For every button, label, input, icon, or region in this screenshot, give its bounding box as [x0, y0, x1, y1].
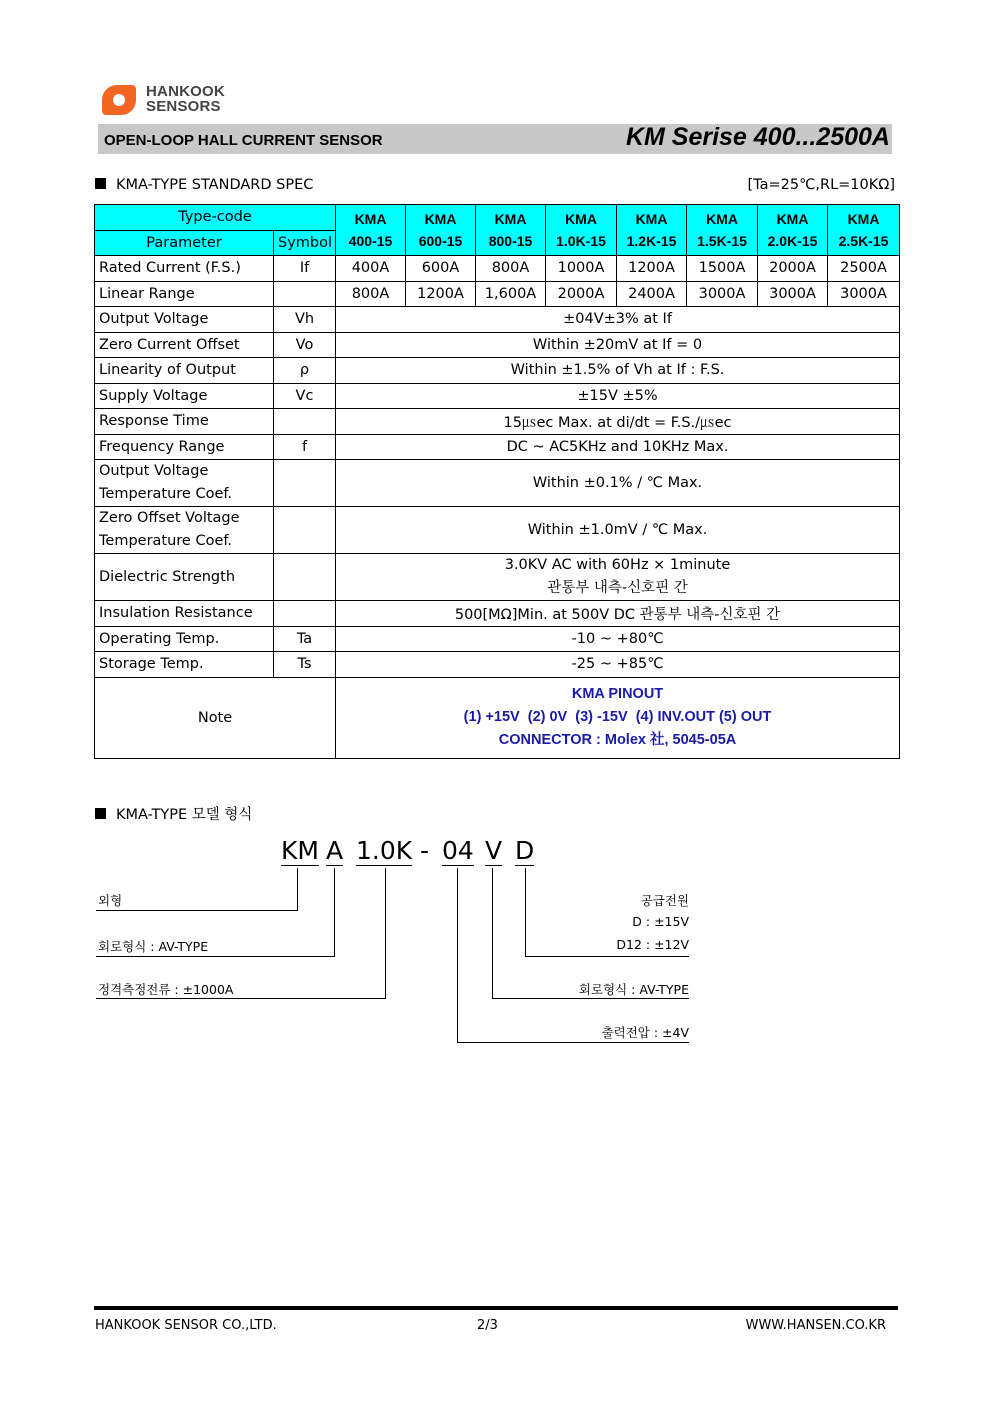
- table-row: [95, 601, 900, 627]
- connector-line: [525, 868, 526, 956]
- table-row: [95, 358, 900, 384]
- param-cell: Zero Current Offset: [95, 332, 274, 358]
- table-row: [95, 409, 900, 435]
- type-code-header: Type-code: [95, 205, 336, 231]
- symbol-cell: Vc: [274, 383, 336, 409]
- value-cell: Within ±1.5% of Vh at If : F.S.: [336, 358, 900, 384]
- code-part-km: KM: [281, 836, 319, 865]
- model-section-heading: [95, 803, 252, 824]
- value-cell: 2000A: [758, 256, 828, 282]
- square-bullet-icon: [95, 178, 106, 189]
- label-supply-d: D : ±15V: [632, 914, 689, 929]
- param-cell: Insulation Resistance: [95, 601, 274, 627]
- code-part-current: 1.0K: [356, 836, 413, 865]
- symbol-cell: [274, 554, 336, 601]
- note-line-3: CONNECTOR : Molex 社, 5045-05A: [498, 732, 737, 748]
- table-row: [95, 652, 900, 678]
- label-rated-current: 정격측정전류 : ±1000A: [98, 982, 234, 997]
- value-cell: 3000A: [758, 281, 828, 307]
- note-label: Note: [95, 677, 336, 758]
- param-cell: Output Voltage Temperature Coef.: [95, 460, 274, 507]
- connector-line: [96, 910, 298, 911]
- value-cell: ±15V ±5%: [336, 383, 900, 409]
- model-header: KMA 2.0K-15: [758, 205, 828, 256]
- value-cell: 3.0KV AC with 60Hz × 1minute 관통부 내측-신호핀 간: [336, 554, 900, 601]
- value-cell: 2500A: [828, 256, 900, 282]
- note-row: [95, 677, 900, 758]
- param-cell: Output Voltage: [95, 307, 274, 333]
- spec-table: [94, 204, 900, 759]
- symbol-cell: [274, 409, 336, 435]
- label-circuit-2: 회로형식 : AV-TYPE: [578, 982, 689, 997]
- code-part-a: A: [326, 836, 344, 865]
- connector-line: [525, 956, 689, 957]
- value-cell: Within ±20mV at If = 0: [336, 332, 900, 358]
- document-subtitle: OPEN-LOOP HALL CURRENT SENSOR: [104, 132, 383, 149]
- value-cell: -10 ~ +80℃: [336, 626, 900, 652]
- model-header: KMA 2.5K-15: [828, 205, 900, 256]
- value-cell: DC ~ AC5KHz and 10KHz Max.: [336, 434, 900, 460]
- param-cell: Response Time: [95, 409, 274, 435]
- table-row: [95, 256, 900, 282]
- symbol-cell: If: [274, 256, 336, 282]
- value-cell: 800A: [336, 281, 406, 307]
- table-row: [95, 281, 900, 307]
- test-conditions: [Ta=25℃,RL=10KΩ]: [747, 177, 895, 193]
- symbol-cell: [274, 507, 336, 554]
- value-cell: 1000A: [546, 256, 617, 282]
- footer-rule: [94, 1306, 898, 1310]
- connector-line: [297, 868, 298, 910]
- note-line-2: (1) +15V (2) 0V (3) -15V (4) INV.OUT (5) OUT: [463, 709, 772, 725]
- param-cell: Dielectric Strength: [95, 554, 274, 601]
- value-cell: Within ±1.0mV / ℃ Max.: [336, 507, 900, 554]
- title-bar: [98, 124, 892, 154]
- series-title: KM Serise 400...2500A: [625, 123, 890, 151]
- value-cell: 1200A: [406, 281, 476, 307]
- param-cell: Rated Current (F.S.): [95, 256, 274, 282]
- spec-section-heading: [95, 177, 313, 193]
- label-circuit: 회로형식 : AV-TYPE: [98, 939, 209, 954]
- connector-line: [492, 868, 493, 998]
- footer-website: WWW.HANSEN.CO.KR: [745, 1318, 886, 1333]
- value-cell: 2000A: [546, 281, 617, 307]
- label-shape: 외형: [98, 893, 123, 908]
- value-cell: 400A: [336, 256, 406, 282]
- table-row: [95, 507, 900, 554]
- table-row: [95, 383, 900, 409]
- param-cell: Storage Temp.: [95, 652, 274, 678]
- param-cell: Zero Offset Voltage Temperature Coef.: [95, 507, 274, 554]
- table-row: [95, 460, 900, 507]
- code-part-dash: -: [420, 836, 430, 865]
- symbol-cell: f: [274, 434, 336, 460]
- value-cell: 1,600A: [476, 281, 546, 307]
- note-line-1: KMA PINOUT: [571, 686, 664, 702]
- symbol-cell: Vh: [274, 307, 336, 333]
- note-content: [336, 677, 900, 758]
- code-part-output: 04: [442, 836, 474, 865]
- param-cell: Supply Voltage: [95, 383, 274, 409]
- logo-line-1: HANKOOK: [146, 83, 225, 100]
- label-output-voltage: 출력전압 : ±4V: [601, 1025, 689, 1040]
- symbol-cell: [274, 601, 336, 627]
- spec-section-title: KMA-TYPE STANDARD SPEC: [116, 177, 314, 193]
- parameter-header: Parameter: [95, 230, 274, 256]
- model-header: KMA 600-15: [406, 205, 476, 256]
- footer-company: HANKOOK SENSOR CO.,LTD.: [95, 1318, 277, 1333]
- value-cell: Within ±0.1% / ℃ Max.: [336, 460, 900, 507]
- table-row: [95, 626, 900, 652]
- header-row-1: [95, 205, 900, 231]
- connector-line: [385, 868, 386, 998]
- model-header: KMA 1.2K-15: [617, 205, 687, 256]
- logo-text: [146, 84, 225, 114]
- value-cell: 15㎲ec Max. at di/dt = F.S./㎲ec: [336, 409, 900, 435]
- connector-line: [457, 1042, 689, 1043]
- value-cell: 2400A: [617, 281, 687, 307]
- logo-line-2: SENSORS: [146, 98, 221, 115]
- param-cell: Linear Range: [95, 281, 274, 307]
- model-header: KMA 1.5K-15: [687, 205, 758, 256]
- symbol-header: Symbol: [274, 230, 336, 256]
- code-part-d: D: [515, 836, 535, 865]
- footer-page-number: 2/3: [477, 1318, 498, 1333]
- param-cell: Frequency Range: [95, 434, 274, 460]
- connector-line: [492, 998, 689, 999]
- value-cell: 500[MΩ]Min. at 500V DC 관통부 내측-신호핀 간: [336, 601, 900, 627]
- model-header: KMA 800-15: [476, 205, 546, 256]
- param-cell: Operating Temp.: [95, 626, 274, 652]
- code-part-v: V: [485, 836, 503, 865]
- model-header: KMA 1.0K-15: [546, 205, 617, 256]
- value-cell: 3000A: [828, 281, 900, 307]
- model-header: KMA 400-15: [336, 205, 406, 256]
- symbol-cell: Vo: [274, 332, 336, 358]
- label-supply-d12: D12 : ±12V: [616, 937, 689, 952]
- value-cell: 1500A: [687, 256, 758, 282]
- value-cell: 3000A: [687, 281, 758, 307]
- value-cell: -25 ~ +85℃: [336, 652, 900, 678]
- value-cell: 600A: [406, 256, 476, 282]
- value-cell: ±04V±3% at If: [336, 307, 900, 333]
- label-supply-title: 공급전원: [640, 893, 689, 908]
- model-section-title: KMA-TYPE 모델 형식: [116, 807, 253, 823]
- connector-line: [457, 868, 458, 1042]
- symbol-cell: Ta: [274, 626, 336, 652]
- value-cell: 1200A: [617, 256, 687, 282]
- table-row: [95, 307, 900, 333]
- table-row: [95, 332, 900, 358]
- connector-line: [334, 868, 335, 956]
- symbol-cell: [274, 460, 336, 507]
- value-cell: 800A: [476, 256, 546, 282]
- symbol-cell: ρ: [274, 358, 336, 384]
- logo-mark-icon: [102, 85, 136, 115]
- param-cell: Linearity of Output: [95, 358, 274, 384]
- symbol-cell: [274, 281, 336, 307]
- table-row: [95, 434, 900, 460]
- symbol-cell: Ts: [274, 652, 336, 678]
- table-row: [95, 554, 900, 601]
- connector-line: [96, 956, 335, 957]
- connector-line: [96, 998, 386, 999]
- square-bullet-icon: [95, 808, 106, 819]
- company-logo: [102, 84, 242, 116]
